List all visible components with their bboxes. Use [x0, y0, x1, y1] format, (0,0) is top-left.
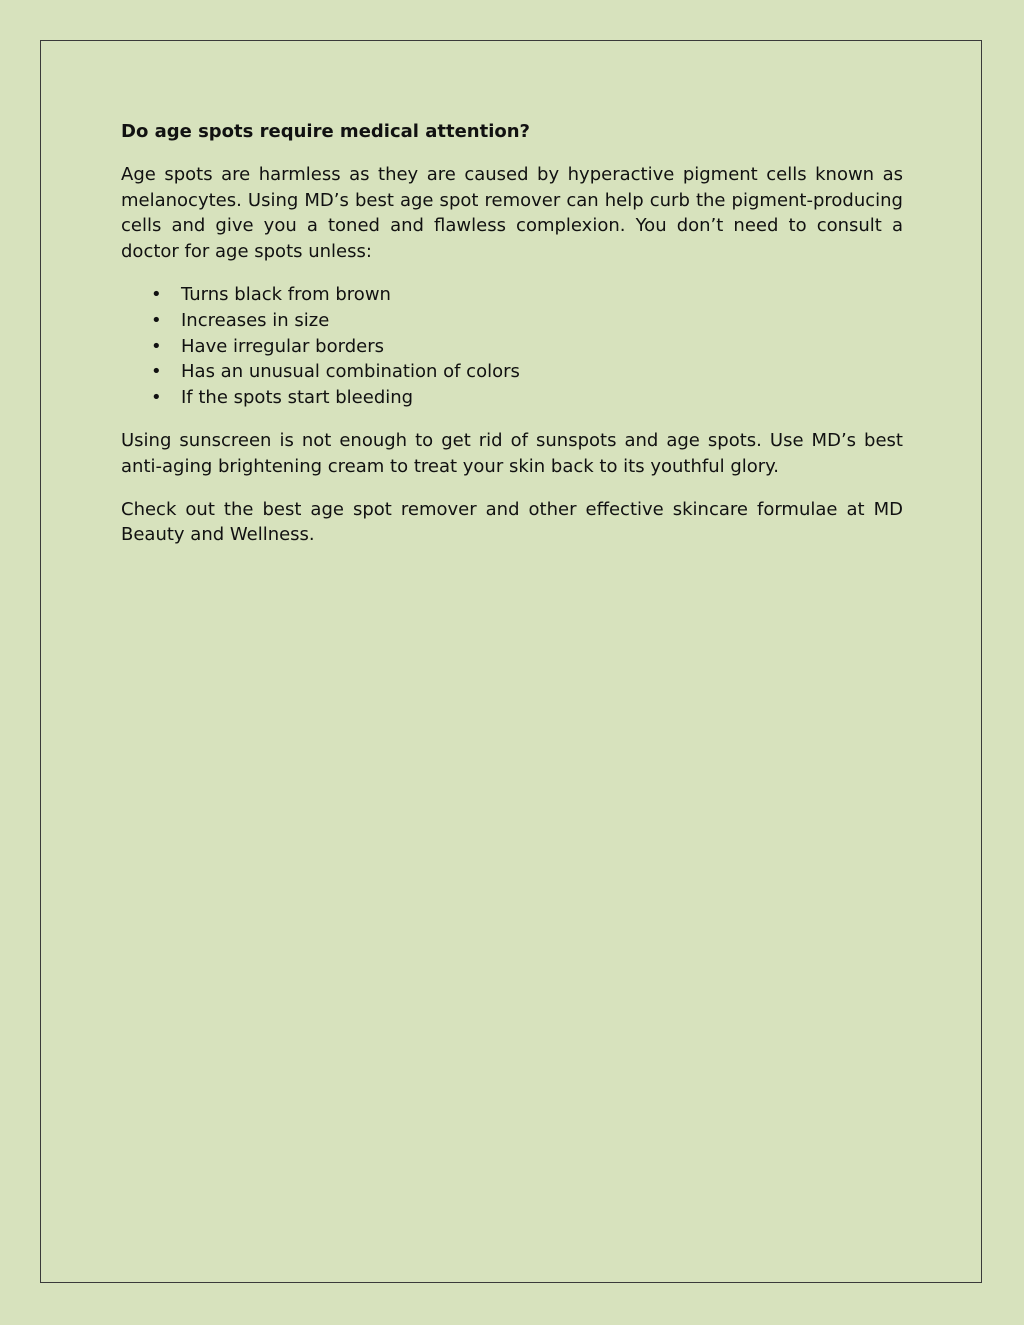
list-item-text: If the spots start bleeding [181, 387, 414, 409]
warning-signs-list [121, 282, 903, 411]
bullet-icon: • [151, 335, 162, 357]
list-item [121, 308, 903, 334]
section-heading: Do age spots require medical attention? [121, 121, 530, 142]
bullet-icon: • [151, 387, 162, 409]
bullet-icon: • [151, 283, 162, 305]
sunscreen-paragraph: Using sunscreen is not enough to get rid of sunspots and age spots. Use MD’s best anti-aging brightening cream to treat your skin back to its youthful glory. [121, 429, 903, 477]
list-item [121, 385, 903, 411]
list-item [121, 334, 903, 360]
bullet-icon: • [151, 309, 162, 331]
document-content [121, 119, 903, 565]
list-item-text: Have irregular borders [181, 335, 384, 357]
list-item [121, 359, 903, 385]
list-item-text: Has an unusual combination of colors [181, 361, 520, 383]
intro-paragraph: Age spots are harmless as they are caused by hyperactive pigment cells known as melanocytes. Using MD’s best age spot remover can help curb the pigment-producing cells and give you a toned and flawless complexion. You don’t need to consult a doctor for age spots unless: [121, 163, 903, 263]
list-item-text: Turns black from brown [181, 283, 391, 305]
list-item [121, 282, 903, 308]
closing-paragraph: Check out the best age spot remover and other effective skincare formulae at MD Beauty and Wellness. [121, 498, 903, 546]
bullet-icon: • [151, 361, 162, 383]
list-item-text: Increases in size [181, 309, 330, 331]
